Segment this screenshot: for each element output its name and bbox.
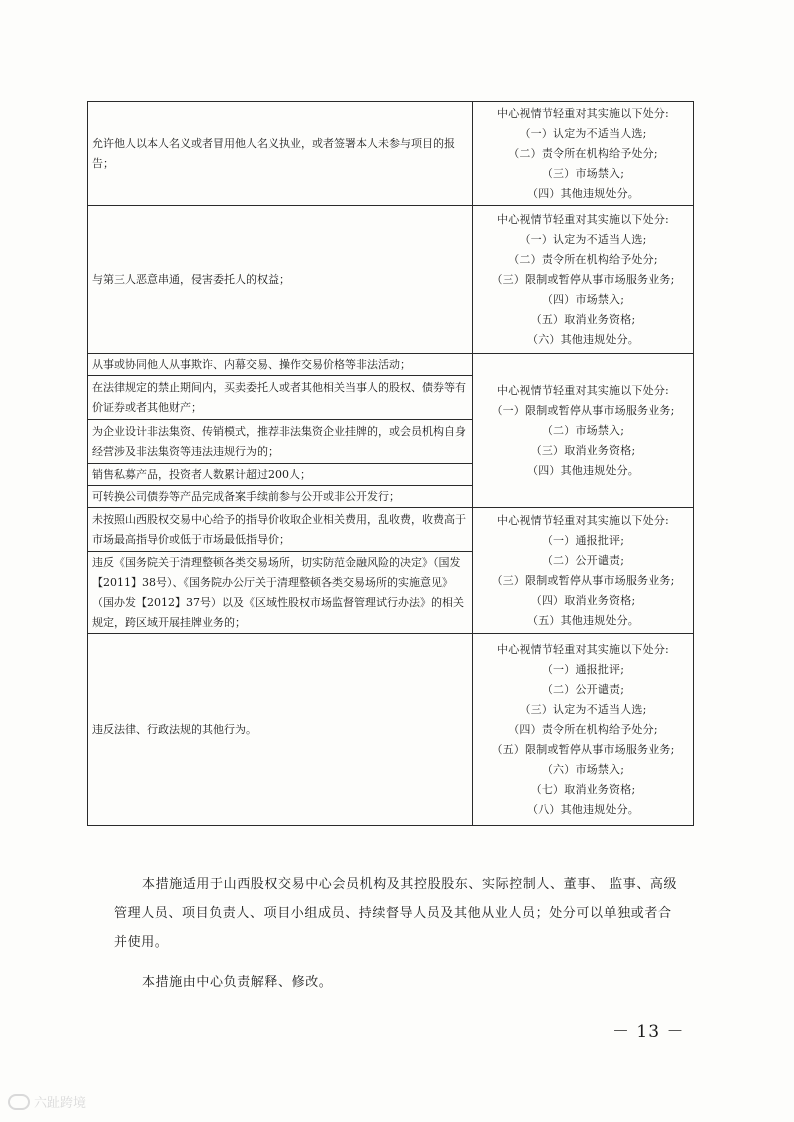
penalty-line: （四）市场禁入;: [541, 292, 625, 306]
penalty-line: （二）责令所在机构给予处分;: [508, 146, 658, 160]
violation-cell: 未按照山西股权交易中心给予的指导价收取企业相关费用，乱收费，收费高于市场最高指导价或低于市场最低指导价；: [88, 508, 473, 552]
penalty-line: 中心视情节轻重对其实施以下处分:: [497, 106, 669, 120]
penalty-cell: [473, 102, 694, 206]
penalty-line: （五）限制或暂停从事市场服务业务;: [491, 742, 675, 756]
penalty-line: （一）认定为不适当人选;: [519, 232, 647, 246]
penalty-line: （五）取消业务资格;: [530, 312, 636, 326]
watermark-text: 六趾跨境: [34, 1096, 87, 1111]
penalty-table: [87, 101, 694, 826]
penalty-line: 中心视情节轻重对其实施以下处分:: [497, 383, 669, 397]
violation-cell: 为企业设计非法集资、传销模式，推荐非法集资企业挂牌的，或会员机构自身经营涉及非法集资等违法违规行为的；: [88, 420, 473, 464]
penalty-line: （四）责令所在机构给予处分;: [508, 722, 658, 736]
penalty-line: 中心视情节轻重对其实施以下处分:: [497, 513, 669, 527]
penalty-line: （三）市场禁入;: [541, 166, 625, 180]
penalty-cell: [473, 634, 694, 826]
penalty-line: （一）通报批评;: [541, 662, 625, 676]
interpretation-paragraph: 本措施由中心负责解释、修改。: [142, 975, 333, 990]
penalty-cell: [473, 354, 694, 508]
penalty-line: （七）取消业务资格;: [530, 782, 636, 796]
penalty-line: （二）公开谴责;: [541, 682, 625, 696]
penalty-line: （一）通报批评;: [541, 533, 625, 547]
penalty-line: 中心视情节轻重对其实施以下处分:: [497, 212, 669, 226]
table-row: [88, 102, 694, 206]
scope-paragraph: 本措施适用于山西股权交易中心会员机构及其控股股东、实际控制人、董事、 监事、高级管理人员、项目负责人、项目小组成员、持续督导人员及其他从业人员；处分可以单独或者合并使用。: [114, 877, 678, 950]
penalty-cell: [473, 508, 694, 634]
violation-cell: 与第三人恶意串通，侵害委托人的权益；: [88, 206, 473, 354]
violation-cell: 可转换公司债券等产品完成备案手续前参与公开或非公开发行；: [88, 486, 473, 508]
penalty-line: （三）取消业务资格;: [530, 443, 636, 457]
table-row: [88, 206, 694, 354]
violation-cell: 违反《国务院关于清理整顿各类交易场所，切实防范金融风险的决定》（国发【2011】38号）、《国务院办公厅关于清理整顿各类交易场所的实施意见》（国办发【2012】37号）以及《区域性股权市场监督管理试行办法》的相关规定，跨区域开展挂牌业务的；: [88, 552, 473, 634]
watermark-logo-icon: [8, 1094, 30, 1110]
violation-cell: 在法律规定的禁止期间内，买卖委托人或者其他相关当事人的股权、债券等有价证券或者其他财产；: [88, 376, 473, 420]
penalty-line: （三）认定为不适当人选;: [519, 702, 647, 716]
table-row: [88, 354, 694, 376]
penalty-line: 中心视情节轻重对其实施以下处分:: [497, 642, 669, 656]
penalty-cell: [473, 206, 694, 354]
violation-cell: 违反法律、行政法规的其他行为。: [88, 634, 473, 826]
violation-cell: 从事或协同他人从事欺诈、内幕交易、操作交易价格等非法活动；: [88, 354, 473, 376]
page-number: － 13 －: [612, 1022, 685, 1042]
penalty-line: （五）其他违规处分。: [527, 613, 639, 627]
penalty-line: （二）市场禁入;: [541, 423, 625, 437]
penalty-line: （四）其他违规处分。: [527, 186, 639, 200]
table-row: [88, 634, 694, 826]
penalty-line: （一）限制或暂停从事市场服务业务;: [491, 403, 675, 417]
penalty-line: （四）其他违规处分。: [527, 463, 639, 477]
table-row: [88, 508, 694, 552]
penalty-line: （六）市场禁入;: [541, 762, 625, 776]
penalty-line: （一）认定为不适当人选;: [519, 126, 647, 140]
watermark: [8, 1092, 86, 1111]
penalty-line: （三）限制或暂停从事市场服务业务;: [491, 573, 675, 587]
penalty-line: （八）其他违规处分。: [527, 802, 639, 816]
penalty-line: （二）公开谴责;: [541, 553, 625, 567]
penalty-line: （六）其他违规处分。: [527, 332, 639, 346]
penalty-line: （四）取消业务资格;: [530, 593, 636, 607]
penalty-line: （二）责令所在机构给予处分;: [508, 252, 658, 266]
penalty-line: （三）限制或暂停从事市场服务业务;: [491, 272, 675, 286]
violation-cell: 允许他人以本人名义或者冒用他人名义执业，或者签署本人未参与项目的报告；: [88, 102, 473, 206]
violation-cell: 销售私募产品，投资者人数累计超过200人；: [88, 464, 473, 486]
